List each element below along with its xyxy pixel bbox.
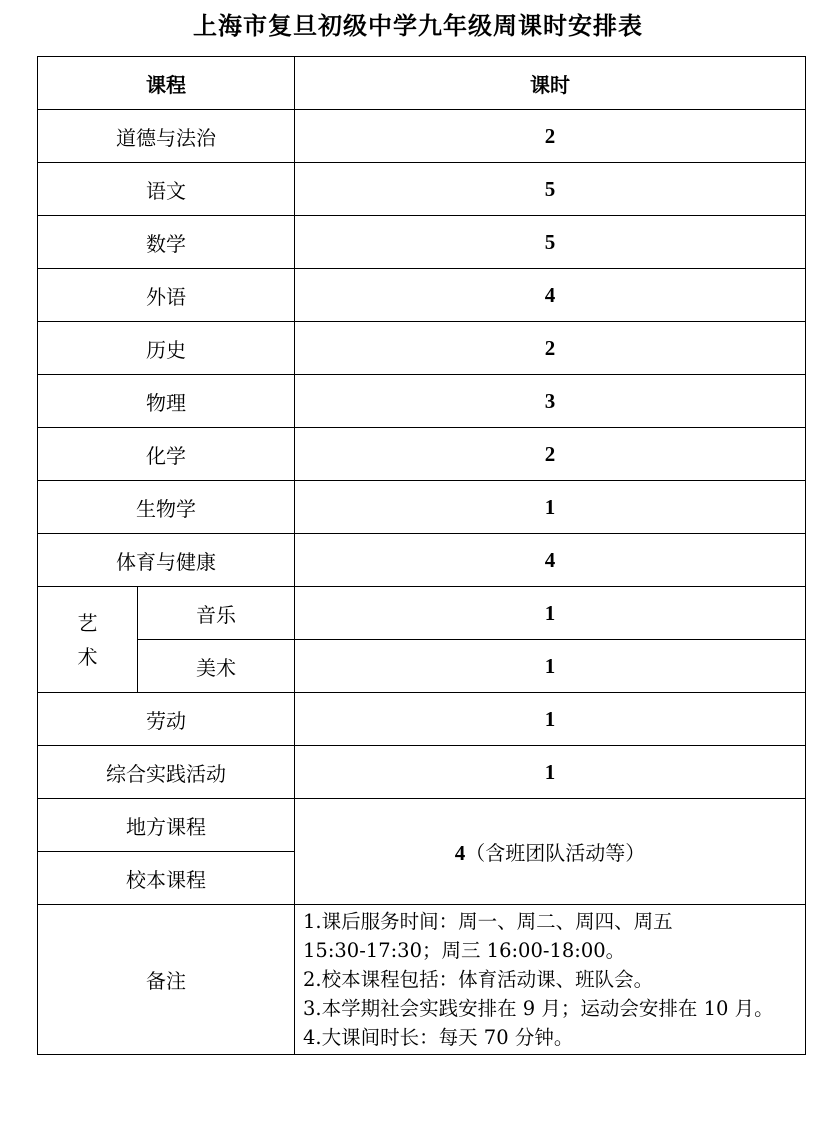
course-cell: 语文	[38, 163, 295, 216]
table-row	[38, 375, 806, 428]
course-cell: 音乐	[138, 587, 295, 640]
header-row	[38, 57, 806, 110]
hours-cell: 1	[295, 693, 806, 746]
hours-cell: 5	[295, 216, 806, 269]
hours-cell: 4	[295, 534, 806, 587]
table-row	[38, 322, 806, 375]
course-cell: 道德与法治	[38, 110, 295, 163]
table-row	[38, 534, 806, 587]
course-cell: 物理	[38, 375, 295, 428]
hours-cell: 3	[295, 375, 806, 428]
table-row	[38, 746, 806, 799]
combined-hours-cell	[295, 799, 806, 905]
table-row	[38, 587, 806, 640]
hours-cell: 2	[295, 110, 806, 163]
arts-category-cell	[38, 587, 138, 693]
hours-cell: 1	[295, 746, 806, 799]
table-row	[38, 481, 806, 534]
notes-cell	[295, 905, 806, 1055]
course-cell: 体育与健康	[38, 534, 295, 587]
hours-cell: 4	[295, 269, 806, 322]
course-cell: 地方课程	[38, 799, 295, 852]
course-cell: 劳动	[38, 693, 295, 746]
note-line: 15:30-17:30；周三 16:00-18:00。	[303, 939, 626, 962]
table-row	[38, 799, 806, 852]
combined-hours-number: 4	[454, 841, 466, 865]
course-cell: 数学	[38, 216, 295, 269]
hours-cell: 2	[295, 322, 806, 375]
course-cell: 化学	[38, 428, 295, 481]
table-row	[38, 216, 806, 269]
notes-label: 备注	[38, 905, 295, 1055]
arts-category-char: 艺	[77, 610, 98, 635]
hours-cell: 1	[295, 481, 806, 534]
table-row	[38, 163, 806, 216]
table-row	[38, 640, 806, 693]
table-row	[38, 269, 806, 322]
arts-category-char: 术	[77, 644, 98, 669]
page-title: 上海市复旦初级中学九年级周课时安排表	[193, 11, 643, 40]
course-column-header: 课程	[38, 57, 295, 110]
note-line: 3.本学期社会实践安排在 9 月；运动会安排在 10 月。	[303, 997, 774, 1020]
table-row	[38, 110, 806, 163]
course-cell: 校本课程	[38, 852, 295, 905]
table-row	[38, 693, 806, 746]
hours-cell: 1	[295, 587, 806, 640]
course-cell: 综合实践活动	[38, 746, 295, 799]
hours-cell: 1	[295, 640, 806, 693]
note-line: 2.校本课程包括：体育活动课、班队会。	[303, 968, 654, 991]
course-cell: 历史	[38, 322, 295, 375]
notes-row	[38, 905, 806, 1055]
hours-cell: 5	[295, 163, 806, 216]
combined-hours-note: （含班团队活动等）	[465, 841, 646, 865]
course-cell: 外语	[38, 269, 295, 322]
note-line: 1.课后服务时间：周一、周二、周四、周五	[303, 910, 673, 933]
note-line: 4.大课间时长：每天 70 分钟。	[303, 1026, 574, 1049]
course-cell: 生物学	[38, 481, 295, 534]
hours-cell: 2	[295, 428, 806, 481]
hours-column-header: 课时	[295, 57, 806, 110]
course-cell: 美术	[138, 640, 295, 693]
schedule-table	[37, 56, 806, 1055]
table-row	[38, 428, 806, 481]
